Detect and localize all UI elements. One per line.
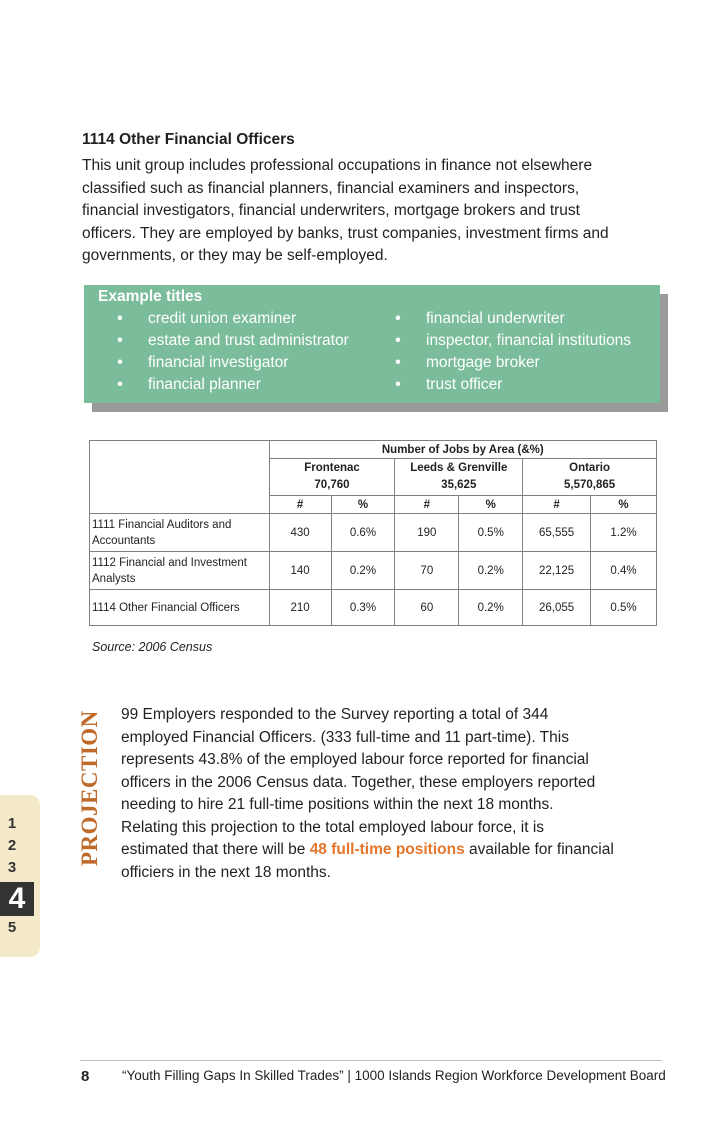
area-name: Frontenac	[304, 462, 360, 474]
projection-line	[121, 839, 666, 862]
area-population: 70,760	[314, 479, 350, 491]
intro-line: officers. They are employed by banks, trust companies, investment firms and	[82, 224, 609, 242]
row-label	[90, 514, 270, 552]
example-titles-box	[84, 285, 660, 403]
area-name: Leeds & Grenville	[410, 462, 508, 474]
area-population: 5,570,865	[563, 479, 616, 491]
table-cell: 0.5%	[459, 514, 523, 552]
projection-highlight: 48 full-time positions	[309, 841, 465, 858]
projection-line: officiers in the next 18 months.	[121, 863, 331, 881]
section-number: 5	[7, 919, 17, 936]
area-header	[395, 459, 523, 496]
table-source-note: Source: 2006 Census	[92, 640, 213, 654]
table-cell: 1.2%	[591, 514, 657, 552]
table-cell: 65,555	[523, 514, 591, 552]
example-item: • mortgage broker	[392, 352, 631, 374]
area-header	[523, 459, 657, 496]
projection-line: 99 Employers responded to the Survey reporting a total of 344	[121, 706, 549, 723]
section-heading: 1114 Other Financial Officers	[82, 131, 295, 148]
column-header: %	[591, 496, 657, 514]
table-cell: 26,055	[523, 590, 591, 626]
row-label: 1114 Other Financial Officers	[90, 590, 270, 626]
projection-text-segment: available for financial	[464, 841, 614, 858]
table-area-row	[90, 459, 657, 496]
footer-divider	[80, 1060, 662, 1061]
projection-line: employed Financial Officers. (333 full-time and 11 part-time). This	[121, 728, 569, 746]
intro-line: classified such as financial planners, financial examiners and inspectors,	[82, 179, 580, 197]
example-list-right	[392, 308, 631, 396]
example-item: • trust officer	[392, 374, 631, 396]
example-item: • credit union examiner	[114, 308, 349, 330]
column-header: %	[331, 496, 395, 514]
projection-paragraph	[121, 704, 666, 884]
area-header	[269, 459, 395, 496]
table-header-blank	[90, 459, 270, 496]
table-row	[90, 590, 657, 626]
row-label-line: 1111 Financial Auditors and	[92, 518, 232, 531]
table-cell: 0.4%	[591, 552, 657, 590]
section-number: 1	[7, 815, 17, 832]
intro-paragraph	[82, 155, 662, 268]
column-header: #	[523, 496, 591, 514]
table-cell: 0.3%	[331, 590, 395, 626]
footer-text: “Youth Filling Gaps In Skilled Trades” | 1000 Islands Region Workforce Development Board	[122, 1068, 666, 1083]
row-label-line: 1112 Financial and Investment	[92, 556, 247, 569]
intro-line: This unit group includes professional occupations in finance not elsewhere	[82, 157, 593, 174]
section-number-active: 4	[0, 882, 34, 916]
table-cell: 70	[395, 552, 459, 590]
table-cell: 0.2%	[459, 590, 523, 626]
table-cell: 22,125	[523, 552, 591, 590]
projection-line: officers in the 2006 Census data. Together, these employers reported	[121, 773, 596, 791]
table-header-blank	[90, 441, 270, 459]
row-label-line: Analysts	[92, 572, 136, 585]
example-item: • financial investigator	[114, 352, 349, 374]
example-item: • financial underwriter	[392, 308, 631, 330]
table-cell: 430	[269, 514, 331, 552]
section-number: 3	[7, 859, 17, 876]
table-column-row	[90, 496, 657, 514]
table-header-blank	[90, 496, 270, 514]
section-number: 2	[7, 837, 17, 854]
table-cell: 0.6%	[331, 514, 395, 552]
page-number: 8	[81, 1068, 90, 1085]
projection-text-segment: estimated that there will be	[121, 841, 310, 858]
section-tab	[0, 795, 40, 957]
table-cell: 140	[269, 552, 331, 590]
projection-line: Relating this projection to the total employed labour force, it is	[121, 818, 545, 836]
example-list-left	[114, 308, 349, 396]
table-cell: 190	[395, 514, 459, 552]
column-header: %	[459, 496, 523, 514]
projection-line: needing to hire 21 full-time positions within the next 18 months.	[121, 796, 554, 813]
example-item: • estate and trust administrator	[114, 330, 349, 352]
example-titles-heading: Example titles	[98, 288, 203, 305]
table-row	[90, 514, 657, 552]
row-label-line: Accountants	[92, 534, 156, 547]
table-caption-row	[90, 441, 657, 459]
intro-line: financial investigators, financial underwriters, mortgage brokers and trust	[82, 202, 580, 219]
jobs-by-area-table	[89, 440, 657, 626]
example-item: • inspector, financial institutions	[392, 330, 631, 352]
table-row	[90, 552, 657, 590]
table-cell: 0.5%	[591, 590, 657, 626]
example-item: • financial planner	[114, 374, 349, 396]
table-cell: 60	[395, 590, 459, 626]
table-cell: 210	[269, 590, 331, 626]
column-header: #	[395, 496, 459, 514]
table-cell: 0.2%	[331, 552, 395, 590]
area-name: Ontario	[569, 462, 611, 474]
area-population: 35,625	[441, 479, 477, 491]
row-label	[90, 552, 270, 590]
column-header: #	[269, 496, 331, 514]
intro-line: governments, or they may be self-employed.	[82, 247, 388, 264]
projection-label: PROJECTION	[77, 710, 102, 866]
projection-line: represents 43.8% of the employed labour force reported for financial	[121, 751, 589, 768]
table-cell: 0.2%	[459, 552, 523, 590]
table-caption: Number of Jobs by Area (&%)	[269, 441, 656, 459]
